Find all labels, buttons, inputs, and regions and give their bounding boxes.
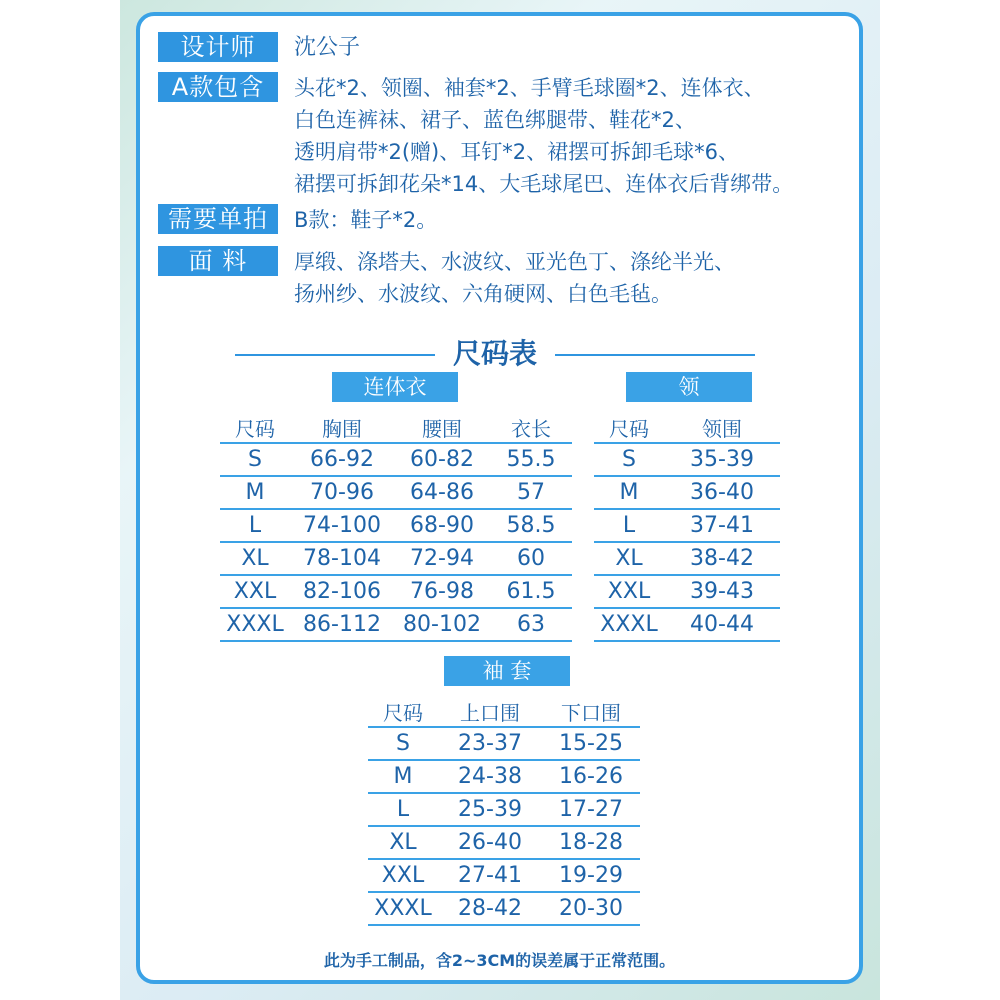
table-row <box>220 476 572 509</box>
designer-value: 沈公子 <box>294 35 361 60</box>
table-cell: L <box>368 793 438 826</box>
sleeve-table-label: 袖 套 <box>444 656 570 686</box>
table-row <box>220 575 572 608</box>
table-cell: S <box>594 443 664 476</box>
table-header-row <box>220 412 572 443</box>
column-header: 尺码 <box>368 696 438 727</box>
table-cell: 17-27 <box>542 793 640 826</box>
table-cell: 80-102 <box>394 608 490 641</box>
table-row <box>368 760 640 793</box>
column-header: 尺码 <box>594 412 664 443</box>
separate-purchase-value: B款：鞋子*2。 <box>294 208 438 232</box>
table-row <box>594 608 780 641</box>
column-header: 腰围 <box>394 412 490 443</box>
table-cell: 60-82 <box>394 443 490 476</box>
heading-rule-left <box>235 354 435 356</box>
table-row <box>594 509 780 542</box>
fabric-line: 厚缎、涤塔夫、水波纹、亚光色丁、涤纶半光、 <box>294 250 735 274</box>
table-row <box>220 443 572 476</box>
table-cell: 74-100 <box>290 509 394 542</box>
table-row <box>594 476 780 509</box>
package-a-tag: A款包含 <box>158 72 278 102</box>
heading-rule-right <box>555 354 755 356</box>
table-cell: 61.5 <box>490 575 572 608</box>
table-cell: 25-39 <box>438 793 542 826</box>
table-cell: 82-106 <box>290 575 394 608</box>
package-a-line: 裙摆可拆卸花朵*14、大毛球尾巴、连体衣后背绑带。 <box>294 172 794 196</box>
table-cell: 37-41 <box>664 509 780 542</box>
fabric-row <box>158 246 854 310</box>
fabric-tag: 面 料 <box>158 246 278 276</box>
package-a-line: 头花*2、领圈、袖套*2、手臂毛球圈*2、连体衣、 <box>294 76 765 100</box>
table-cell: XXL <box>220 575 290 608</box>
column-header: 上口围 <box>438 696 542 727</box>
column-header: 领围 <box>664 412 780 443</box>
table-row <box>368 727 640 760</box>
table-cell: 76-98 <box>394 575 490 608</box>
table-cell: XXXL <box>220 608 290 641</box>
table-cell: 40-44 <box>664 608 780 641</box>
table-cell: 35-39 <box>664 443 780 476</box>
table-row <box>594 542 780 575</box>
table-cell: 16-26 <box>542 760 640 793</box>
table-cell: 70-96 <box>290 476 394 509</box>
separate-purchase-tag: 需要单拍 <box>158 204 278 234</box>
table-cell: M <box>594 476 664 509</box>
sleeve-size-table <box>368 696 640 926</box>
table-row <box>220 608 572 641</box>
table-cell: L <box>220 509 290 542</box>
table-cell: 86-112 <box>290 608 394 641</box>
table-cell: 72-94 <box>394 542 490 575</box>
table-header-row <box>594 412 780 443</box>
table-cell: 19-29 <box>542 859 640 892</box>
table-row <box>220 542 572 575</box>
designer-tag: 设计师 <box>158 32 278 62</box>
table-header-row <box>368 696 640 727</box>
designer-row <box>158 32 854 64</box>
table-row <box>368 793 640 826</box>
table-cell: 18-28 <box>542 826 640 859</box>
table-cell: S <box>220 443 290 476</box>
product-info-card <box>136 12 863 984</box>
table-row <box>594 443 780 476</box>
table-cell: 24-38 <box>438 760 542 793</box>
table-cell: XXL <box>368 859 438 892</box>
table-cell: XL <box>368 826 438 859</box>
table-cell: 78-104 <box>290 542 394 575</box>
table-cell: XXXL <box>368 892 438 925</box>
separate-purchase-row <box>158 204 854 236</box>
table-cell: 20-30 <box>542 892 640 925</box>
column-header: 尺码 <box>220 412 290 443</box>
tolerance-note: 此为手工制品，含2~3CM的误差属于正常范围。 <box>323 951 676 970</box>
table-cell: 60 <box>490 542 572 575</box>
table-cell: 23-37 <box>438 727 542 760</box>
package-a-line: 白色连裤袜、裙子、蓝色绑腿带、鞋花*2、 <box>294 108 696 132</box>
table-cell: 57 <box>490 476 572 509</box>
package-a-row <box>158 72 854 200</box>
table-row <box>220 509 572 542</box>
table-row <box>368 859 640 892</box>
table-cell: XL <box>220 542 290 575</box>
table-cell: XL <box>594 542 664 575</box>
table-cell: 55.5 <box>490 443 572 476</box>
table-cell: M <box>220 476 290 509</box>
table-cell: 36-40 <box>664 476 780 509</box>
table-cell: 68-90 <box>394 509 490 542</box>
bodysuit-size-table <box>220 412 572 642</box>
table-cell: 63 <box>490 608 572 641</box>
table-cell: 26-40 <box>438 826 542 859</box>
table-row <box>368 826 640 859</box>
collar-size-table <box>594 412 780 642</box>
size-chart-heading <box>235 328 755 378</box>
table-cell: 66-92 <box>290 443 394 476</box>
column-header: 衣长 <box>490 412 572 443</box>
table-cell: 27-41 <box>438 859 542 892</box>
table-cell: 64-86 <box>394 476 490 509</box>
size-chart-title: 尺码表 <box>452 337 537 370</box>
fabric-list <box>294 246 854 310</box>
table-cell: XXXL <box>594 608 664 641</box>
table-row <box>594 575 780 608</box>
table-cell: M <box>368 760 438 793</box>
table-cell: 58.5 <box>490 509 572 542</box>
table-cell: 39-43 <box>664 575 780 608</box>
left-margin <box>0 0 120 1000</box>
table-cell: S <box>368 727 438 760</box>
table-row <box>368 892 640 925</box>
table-cell: 15-25 <box>542 727 640 760</box>
column-header: 下口围 <box>542 696 640 727</box>
table-cell: 28-42 <box>438 892 542 925</box>
column-header: 胸围 <box>290 412 394 443</box>
right-margin <box>880 0 1000 1000</box>
collar-table-label: 领 <box>626 372 752 402</box>
table-cell: 38-42 <box>664 542 780 575</box>
package-a-line: 透明肩带*2(赠)、耳钉*2、裙摆可拆卸毛球*6、 <box>294 140 739 164</box>
table-cell: L <box>594 509 664 542</box>
package-a-contents <box>294 72 854 200</box>
fabric-line: 扬州纱、水波纹、六角硬网、白色毛毡。 <box>294 282 672 306</box>
bodysuit-table-label: 连体衣 <box>332 372 458 402</box>
table-cell: XXL <box>594 575 664 608</box>
